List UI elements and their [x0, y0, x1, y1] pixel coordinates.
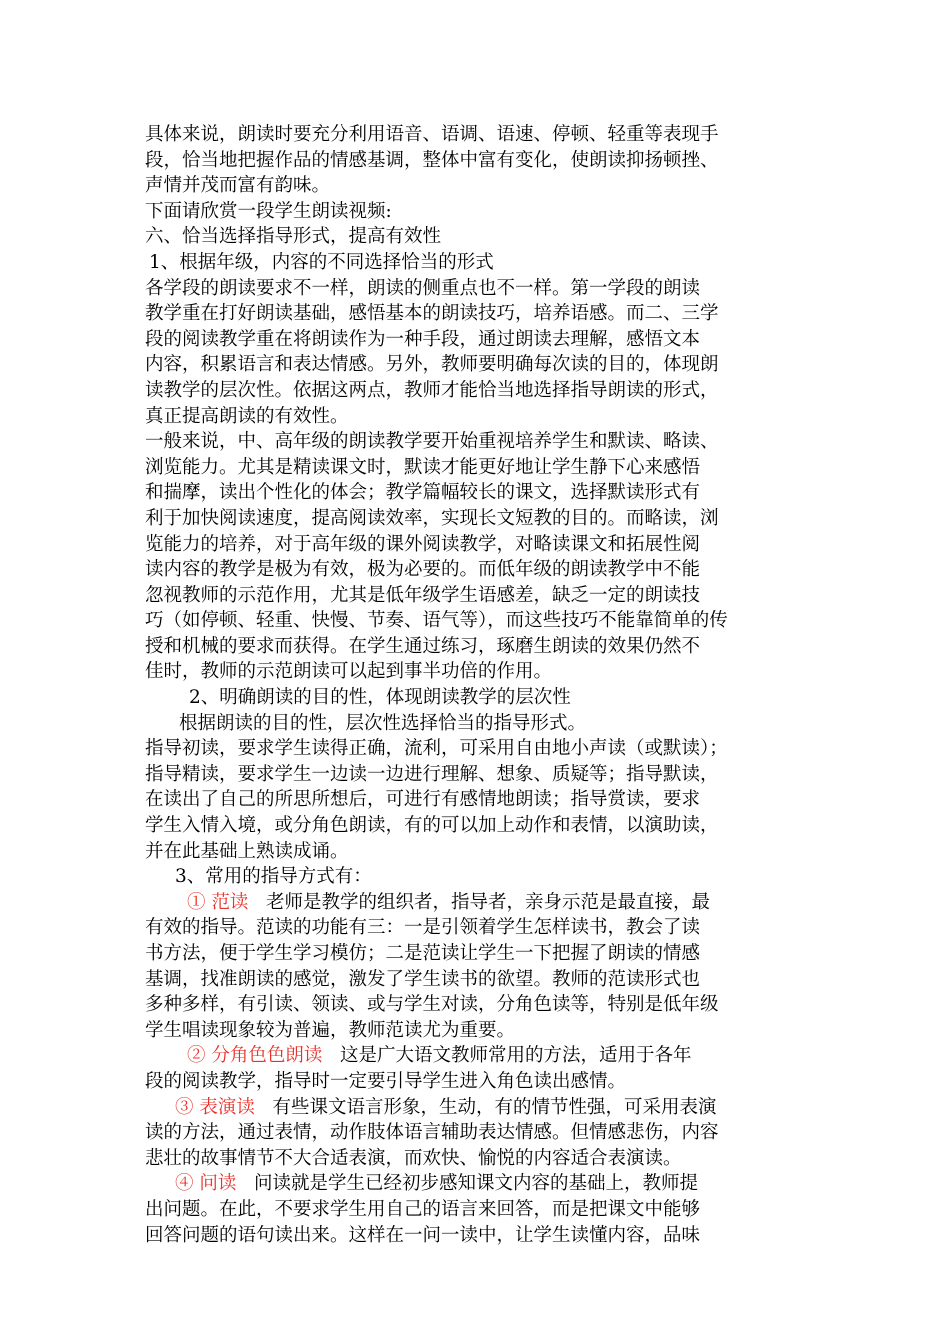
paragraph-line: 读教学的层次性。依据这两点，教师才能恰当地选择指导朗读的形式，: [145, 379, 719, 401]
method-label: ③ 表演读: [175, 1096, 255, 1118]
paragraph-line: 并在此基础上熟读成诵。: [145, 840, 349, 862]
paragraph-line: 读内容的教学是极为有效，极为必要的。而低年级的朗读教学中不能: [145, 559, 701, 581]
paragraph-line: 段的阅读教学，指导时一定要引导学生进入角色读出感情。: [145, 1070, 627, 1092]
paragraph-line: 具体来说，朗读时要充分利用语音、语调、语速、停顿、轻重等表现手: [145, 124, 719, 145]
section-heading: 六、恰当选择指导形式，提高有效性: [145, 226, 442, 248]
paragraph-line: 各学段的朗读要求不一样，朗读的侧重点也不一样。第一学段的朗读: [145, 277, 701, 299]
paragraph-line: 根据朗读的目的性，层次性选择恰当的指导形式。: [179, 712, 587, 734]
paragraph-line: 下面请欣赏一段学生朗读视频:: [145, 200, 392, 222]
method-line: [145, 1171, 817, 1197]
paragraph-line: 真正提高朗读的有效性。: [145, 405, 349, 427]
paragraph-line: 有效的指导。范读的功能有三：一是引领着学生怎样读书，教会了读: [145, 917, 701, 939]
paragraph-line: 书方法，便于学生学习模仿；二是范读让学生一下把握了朗读的情感: [145, 943, 701, 964]
paragraph-line: 读的方法，通过表情，动作肢体语言辅助表达情感。但情感悲伤，内容: [145, 1122, 719, 1144]
paragraph-line: 内容，积累语言和表达情感。另外，教师要明确每次读的目的，体现朗: [145, 354, 719, 376]
subsection-heading: 3、常用的指导方式有：: [175, 866, 372, 888]
method-line: [145, 1095, 817, 1121]
paragraph-line: 段的阅读教学重在将朗读作为一种手段，通过朗读去理解，感悟文本: [145, 328, 701, 350]
paragraph-line: 学生唱读现象较为普遍，教师范读尤为重要。: [145, 1019, 516, 1041]
paragraph-line: 授和机械的要求而获得。在学生通过练习，琢磨生朗读的效果仍然不: [145, 635, 701, 657]
paragraph-line: 和揣摩，读出个性化的体会；教学篇幅较长的课文，选择默读形式有: [145, 482, 701, 504]
method-text: 老师是教学的组织者，指导者，亲身示范是最直接，最: [266, 891, 711, 913]
paragraph-line: 佳时，教师的示范朗读可以起到事半功倍的作用。: [145, 661, 553, 683]
paragraph-line: 出问题。在此，不要求学生用自己的语言来回答，而是把课文中能够: [145, 1198, 701, 1220]
method-line: [145, 890, 817, 916]
paragraph-line: 多种多样，有引读、领读、或与学生对读，分角色读等，特别是低年级: [145, 994, 719, 1016]
document-body: [145, 122, 817, 1248]
paragraph-line: 在读出了自己的所思所想后，可进行有感情地朗读；指导赏读，要求: [145, 789, 701, 811]
paragraph-line: 教学重在打好朗读基础，感悟基本的朗读技巧，培养语感。而二、三学: [145, 303, 719, 325]
paragraph-line: 指导精读，要求学生一边读一边进行理解、想象、质疑等；指导默读，: [145, 763, 719, 785]
paragraph-line: 回答问题的语句读出来。这样在一问一读中，让学生读懂内容，品味: [145, 1224, 701, 1246]
method-text: 这是广大语文教师常用的方法，适用于各年: [340, 1045, 692, 1067]
paragraph-line: 览能力的培养，对于高年级的课外阅读教学，对略读课文和拓展性阅: [145, 533, 701, 555]
paragraph-line: 一般来说，中、高年级的朗读教学要开始重视培养学生和默读、略读、: [145, 431, 719, 453]
subsection-heading: 2、明确朗读的目的性，体现朗读教学的层次性: [189, 687, 571, 709]
paragraph-line: 巧（如停顿、轻重、快慢、节奏、语气等），而这些技巧不能靠简单的传: [145, 610, 728, 632]
method-label: ② 分角色色朗读: [187, 1045, 323, 1067]
subsection-heading: 1、根据年级，内容的不同选择恰当的形式: [149, 251, 494, 273]
paragraph-line: 浏览能力。尤其是精读课文时，默读才能更好地让学生静下心来感悟: [145, 456, 701, 478]
paragraph-line: 段，恰当地把握作品的情感基调，整体中富有变化，使朗读抑扬顿挫、: [145, 149, 719, 171]
method-label: ① 范读: [187, 891, 249, 913]
paragraph-line: 悲壮的故事情节不大合适表演，而欢快、愉悦的内容适合表演读。: [145, 1147, 682, 1169]
paragraph-line: 学生入情入境，或分角色朗读，有的可以加上动作和表情，以演助读，: [145, 815, 719, 837]
method-text: 有些课文语言形象，生动，有的情节性强，可采用表演: [272, 1096, 717, 1118]
method-text: 问读就是学生已经初步感知课文内容的基础上，教师提: [254, 1173, 699, 1195]
paragraph-line: 忽视教师的示范作用，尤其是低年级学生语感差，缺乏一定的朗读技: [145, 584, 701, 606]
paragraph-line: 声情并茂而富有韵味。: [145, 175, 331, 197]
method-line: [145, 1043, 817, 1069]
paragraph-line: 指导初读，要求学生读得正确，流利，可采用自由地小声读（或默读）；: [145, 738, 728, 760]
method-label: ④ 问读: [175, 1173, 237, 1195]
paragraph-line: 利于加快阅读速度，提高阅读效率，实现长文短教的目的。而略读，浏: [145, 507, 719, 529]
paragraph-line: 基调，找准朗读的感觉，激发了学生读书的欲望。教师的范读形式也: [145, 968, 701, 990]
